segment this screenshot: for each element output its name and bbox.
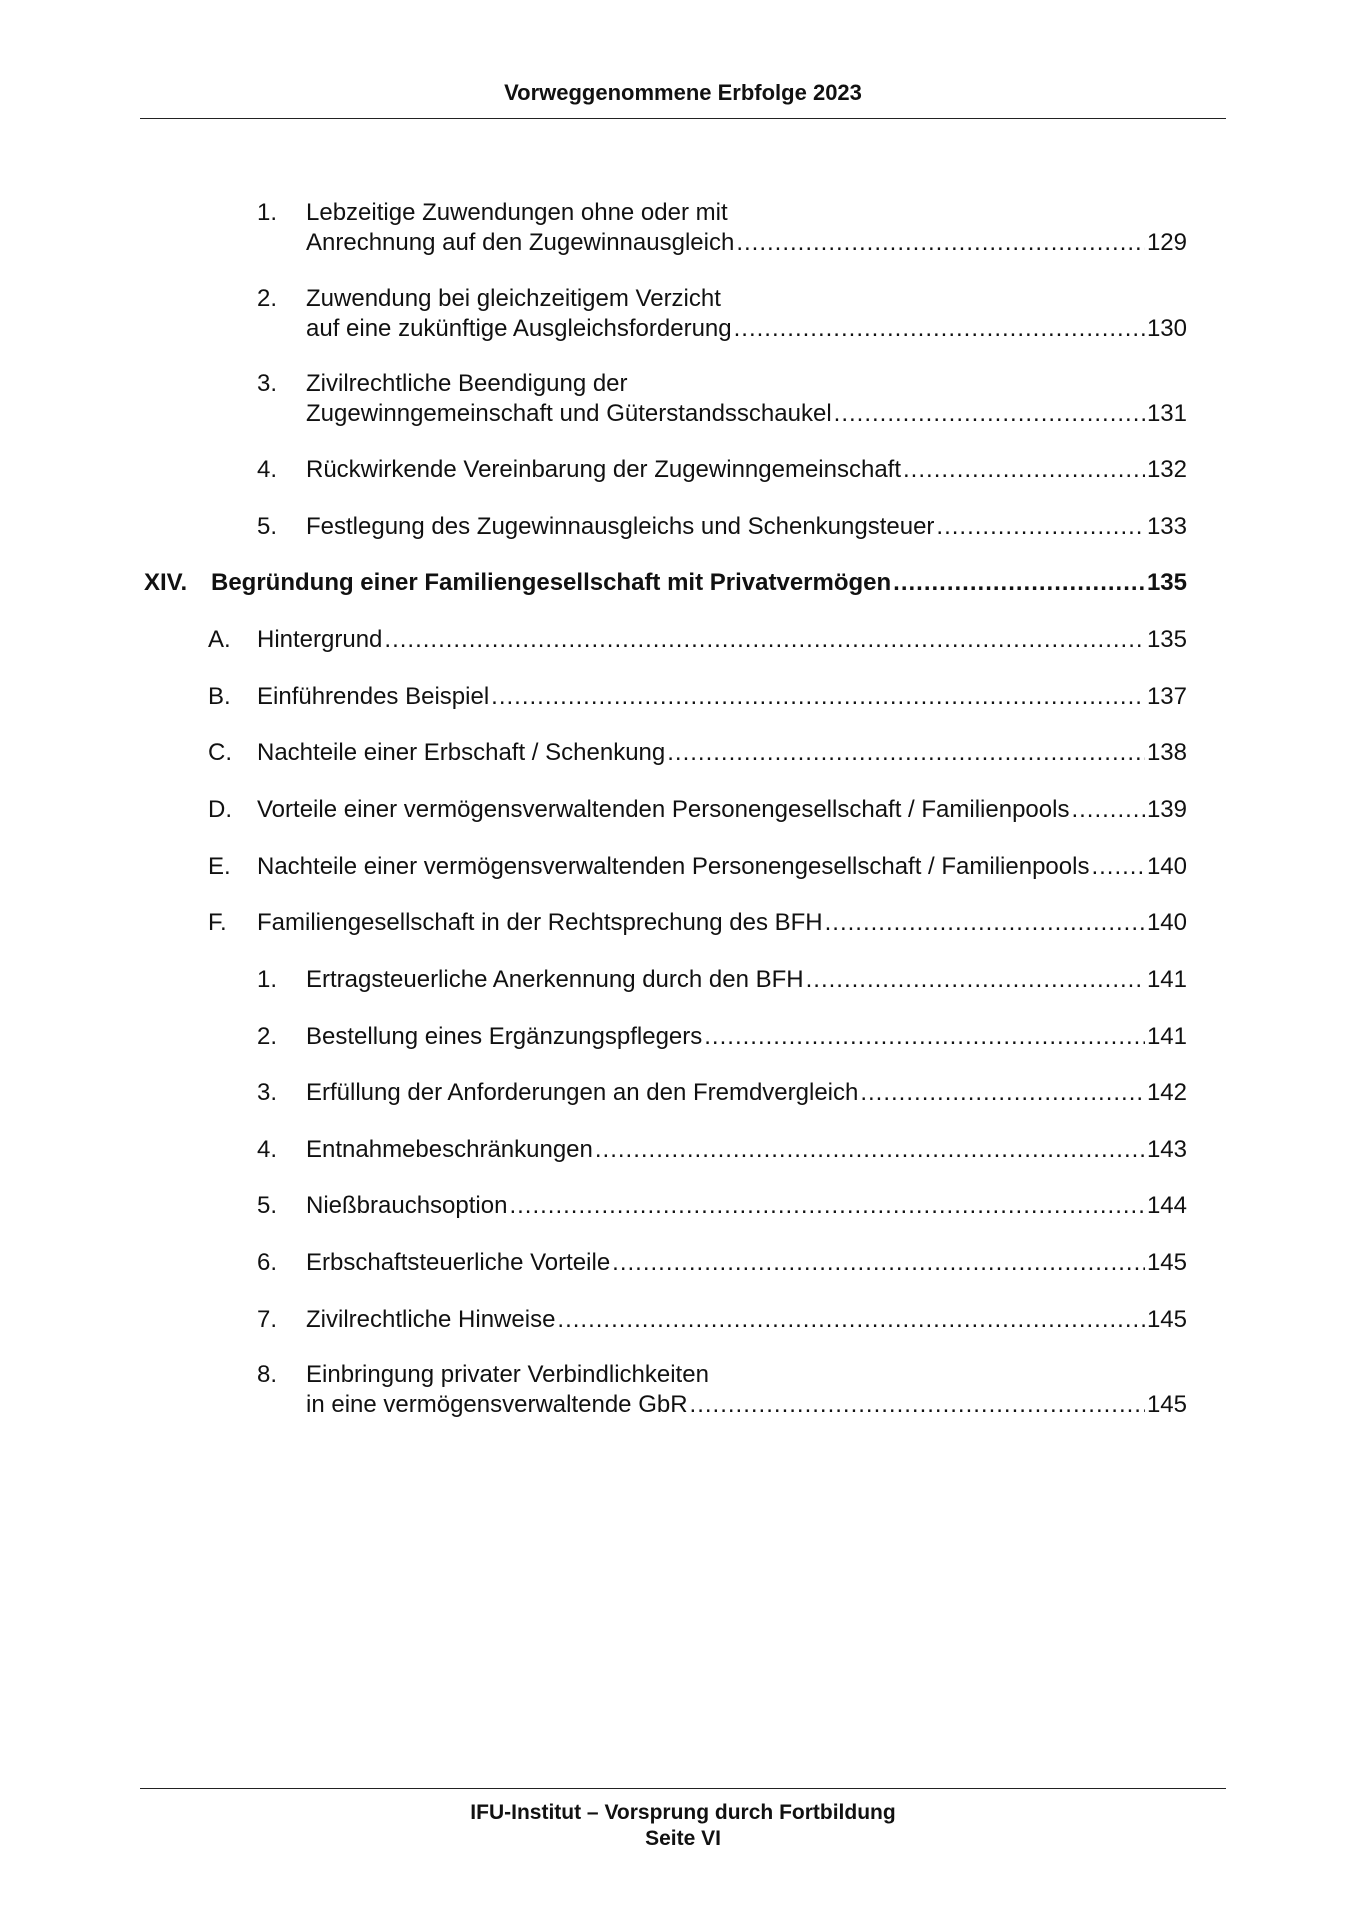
toc-entry-title: Vorteile einer vermögensverwaltenden Personengesellschaft / Familienpools (257, 796, 1070, 823)
toc-entry-text (306, 369, 1187, 429)
toc-dot-leader (936, 512, 1145, 542)
toc-page-number: 145 (1146, 1249, 1187, 1276)
toc-entry-number: XIV. (144, 569, 188, 596)
toc-entry-number: 5. (257, 513, 278, 540)
toc-entry-text (257, 908, 1187, 938)
toc-dot-leader (893, 568, 1145, 598)
toc-dot-leader (667, 738, 1145, 768)
toc-entry-number: D. (208, 796, 232, 823)
toc-entry-title: Nachteile einer Erbschaft / Schenkung (257, 739, 666, 766)
toc-dot-leader (690, 1390, 1145, 1420)
toc-entry-title: Anrechnung auf den Zugewinnausgleich (306, 229, 735, 256)
toc-dot-leader (734, 314, 1145, 344)
toc-dot-leader (834, 399, 1145, 429)
toc-entry-text (257, 625, 1187, 655)
toc-entry-number: 3. (257, 1079, 278, 1106)
toc-entry-text (306, 512, 1187, 542)
toc-page-number: 139 (1146, 796, 1187, 823)
toc-entry-number: 1. (257, 199, 278, 226)
toc-entry-title: Ertragsteuerliche Anerkennung durch den BFH (306, 966, 804, 993)
toc-page-number: 129 (1146, 229, 1187, 256)
toc-page-number: 135 (1146, 626, 1187, 653)
toc-entry-title: Zivilrechtliche Hinweise (306, 1306, 556, 1333)
toc-entry (0, 369, 1358, 429)
toc-entry (0, 852, 1358, 882)
toc-entry-number: E. (208, 853, 231, 880)
toc-entry (0, 1191, 1358, 1221)
toc-entry-title: Bestellung eines Ergänzungspflegers (306, 1023, 703, 1050)
toc-entry-number: 8. (257, 1361, 278, 1388)
toc-entry-text (306, 1305, 1187, 1335)
toc-entry-text (306, 1191, 1187, 1221)
toc-dot-leader (384, 625, 1145, 655)
toc-page-number: 133 (1146, 513, 1187, 540)
toc-entry (0, 284, 1358, 344)
toc-entry-number: C. (208, 739, 232, 766)
toc-entry (0, 1305, 1358, 1335)
toc-entry-number: 5. (257, 1192, 278, 1219)
toc-entry (0, 512, 1358, 542)
toc-entry-title: Entnahmebeschränkungen (306, 1136, 593, 1163)
toc-page-number: 141 (1146, 1023, 1187, 1050)
toc-entry-number: B. (208, 683, 231, 710)
toc-page-number: 140 (1146, 909, 1187, 936)
toc-entry-title: Familiengesellschaft in der Rechtsprechung des BFH (257, 909, 823, 936)
footer-institute: IFU-Institut – Vorsprung durch Fortbildung (470, 1801, 896, 1824)
toc-entry-text (211, 568, 1187, 598)
toc-page-number: 131 (1146, 400, 1187, 427)
toc-entry (0, 198, 1358, 258)
toc-entry (0, 1078, 1358, 1108)
toc-entry-title: Nachteile einer vermögensverwaltenden Personengesellschaft / Familienpools (257, 853, 1090, 880)
toc-entry-title: Begründung einer Familiengesellschaft mit Privatvermögen (211, 569, 892, 596)
toc-dot-leader (1071, 795, 1145, 825)
toc-entry (0, 908, 1358, 938)
toc-entry-number: 2. (257, 1023, 278, 1050)
toc-entry (0, 738, 1358, 768)
toc-dot-leader (491, 682, 1145, 712)
toc-entry-text (306, 1135, 1187, 1165)
toc-entry-title-line: Einbringung privater Verbindlichkeiten (306, 1361, 709, 1388)
toc-entry-number: 6. (257, 1249, 278, 1276)
footer-page-number: Seite VI (645, 1827, 721, 1850)
toc-entry-text (306, 1078, 1187, 1108)
toc-entry (0, 1135, 1358, 1165)
toc-page-number: 130 (1146, 315, 1187, 342)
toc-dot-leader (903, 455, 1145, 485)
toc-entry-text (306, 1248, 1187, 1278)
toc-entry-number: 1. (257, 966, 278, 993)
toc-entry (0, 795, 1358, 825)
toc-dot-leader (860, 1078, 1145, 1108)
toc-entry (0, 455, 1358, 485)
toc-entry-number: 7. (257, 1306, 278, 1333)
toc-entry (0, 1022, 1358, 1052)
toc-dot-leader (595, 1135, 1145, 1165)
toc-entry-number: 4. (257, 1136, 278, 1163)
toc-page-number: 132 (1146, 456, 1187, 483)
toc-entry-text (306, 198, 1187, 258)
toc-dot-leader (736, 228, 1145, 258)
toc-entry (0, 1248, 1358, 1278)
toc-entry-number: 4. (257, 456, 278, 483)
toc-dot-leader (1091, 852, 1145, 882)
toc-page-number: 141 (1146, 966, 1187, 993)
toc-entry-title: Festlegung des Zugewinnausgleichs und Schenkungsteuer (306, 513, 935, 540)
toc-entry-text (257, 795, 1187, 825)
toc-entry-text (306, 965, 1187, 995)
toc-page-number: 144 (1146, 1192, 1187, 1219)
toc-entry-text (306, 1022, 1187, 1052)
toc-entry-title: Zugewinngemeinschaft und Güterstandsschaukel (306, 400, 832, 427)
toc-dot-leader (806, 965, 1145, 995)
toc-page-number: 140 (1146, 853, 1187, 880)
toc-entry (0, 965, 1358, 995)
toc-page-number: 138 (1146, 739, 1187, 766)
toc-entry-number: A. (208, 626, 231, 653)
toc-entry-text (257, 682, 1187, 712)
toc-dot-leader (509, 1191, 1145, 1221)
toc-page-number: 135 (1146, 569, 1187, 596)
toc-entry (0, 1360, 1358, 1420)
toc-entry-title: in eine vermögensverwaltende GbR (306, 1391, 688, 1418)
toc-entry (0, 625, 1358, 655)
toc-entry-title: Erbschaftsteuerliche Vorteile (306, 1249, 611, 1276)
toc-entry-number: 2. (257, 285, 278, 312)
toc-entry-text (306, 455, 1187, 485)
toc-page-number: 137 (1146, 683, 1187, 710)
header-rule (140, 118, 1226, 119)
toc-entry-title: auf eine zukünftige Ausgleichsforderung (306, 315, 732, 342)
toc-entry-number: F. (208, 909, 227, 936)
toc-entry-title: Rückwirkende Vereinbarung der Zugewinngemeinschaft (306, 456, 902, 483)
toc-entry-title: Nießbrauchsoption (306, 1192, 508, 1219)
toc-entry (0, 682, 1358, 712)
toc-entry-title-line: Lebzeitige Zuwendungen ohne oder mit (306, 199, 728, 226)
toc-page-number: 145 (1146, 1391, 1187, 1418)
toc-entry-title-line: Zivilrechtliche Beendigung der (306, 370, 628, 397)
toc-page-number: 143 (1146, 1136, 1187, 1163)
running-header-title: Vorweggenommene Erbfolge 2023 (504, 80, 862, 105)
toc-entry-title: Hintergrund (257, 626, 383, 653)
toc-page-number: 142 (1146, 1079, 1187, 1106)
toc-entry-text (257, 852, 1187, 882)
toc-entry-text (306, 284, 1187, 344)
toc-dot-leader (825, 908, 1145, 938)
toc-entry-title-line: Zuwendung bei gleichzeitigem Verzicht (306, 285, 721, 312)
toc-entry-text (257, 738, 1187, 768)
toc-entry-title: Einführendes Beispiel (257, 683, 490, 710)
toc-entry-text (306, 1360, 1187, 1420)
toc-dot-leader (704, 1022, 1145, 1052)
toc-dot-leader (612, 1248, 1145, 1278)
toc-section-entry (0, 568, 1358, 598)
toc-page-number: 145 (1146, 1306, 1187, 1333)
footer-rule (140, 1788, 1226, 1789)
toc-entry-number: 3. (257, 370, 278, 397)
toc-entry-title: Erfüllung der Anforderungen an den Fremdvergleich (306, 1079, 859, 1106)
toc-dot-leader (557, 1305, 1145, 1335)
